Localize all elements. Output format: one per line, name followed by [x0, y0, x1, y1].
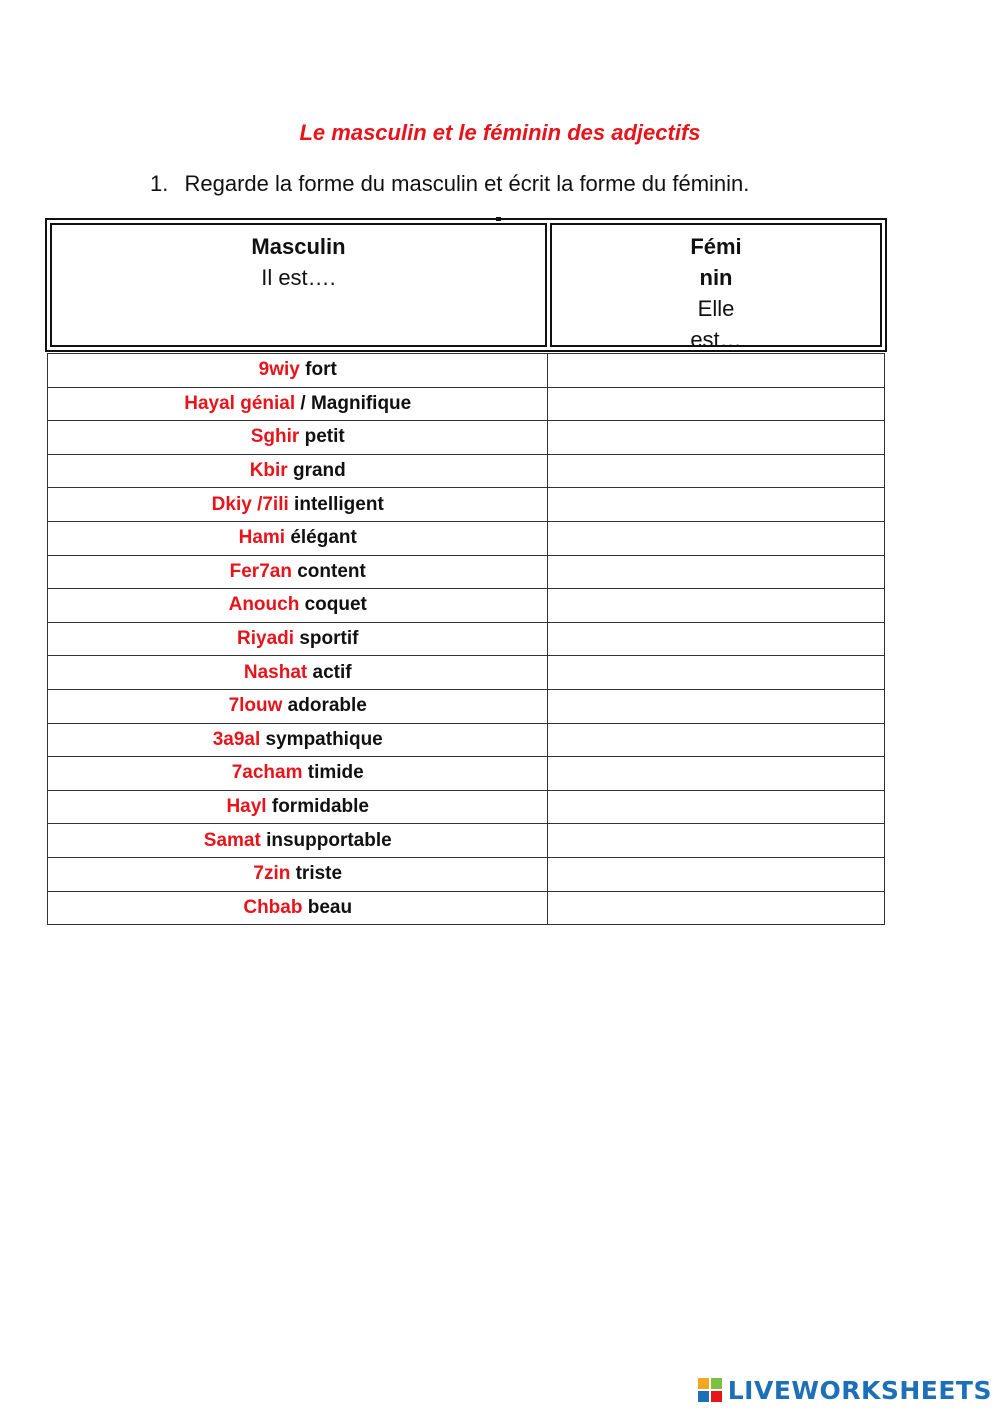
french-adjective: intelligent: [288, 493, 384, 515]
worksheet-title: Le masculin et le féminin des adjectifs: [299, 120, 701, 145]
masculin-cell: [48, 824, 548, 858]
arabic-word: 7acham: [231, 762, 303, 784]
table-row: [48, 521, 885, 555]
arabic-word: Dkiy /7ili: [211, 493, 289, 515]
feminin-answer-cell[interactable]: [548, 723, 885, 757]
masculin-cell: [48, 857, 548, 891]
header-masculin-title: Masculin: [251, 234, 346, 259]
table-row: [48, 824, 885, 858]
french-adjective: beau: [302, 896, 353, 918]
masculin-cell: [48, 421, 548, 455]
table-row: [48, 454, 885, 488]
feminin-answer-cell[interactable]: [548, 790, 885, 824]
arabic-word: Riyadi: [237, 628, 295, 650]
masculin-cell: [48, 454, 548, 488]
feminin-answer-cell[interactable]: [548, 354, 885, 388]
arabic-word: Sghir: [250, 426, 300, 448]
arabic-word: Fer7an: [229, 560, 292, 582]
masculin-cell: [48, 790, 548, 824]
masculin-cell: [48, 723, 548, 757]
french-adjective: insupportable: [260, 829, 392, 851]
french-adjective: élégant: [285, 527, 357, 549]
masculin-cell: [48, 589, 548, 623]
feminin-answer-cell[interactable]: [548, 656, 885, 690]
arabic-word: Anouch: [228, 594, 300, 616]
masculin-cell: [48, 488, 548, 522]
masculin-cell: [48, 555, 548, 589]
masculin-cell: [48, 689, 548, 723]
french-adjective: content: [291, 560, 366, 582]
arabic-word: Kbir: [249, 460, 288, 482]
liveworksheets-logo-text: LIVEWORKSHEETS: [727, 1375, 992, 1405]
instruction-text: Regarde la forme du masculin et écrit la forme du féminin.: [184, 171, 750, 196]
arabic-word: Hami: [238, 527, 286, 549]
feminin-answer-cell[interactable]: [548, 454, 885, 488]
feminin-answer-cell[interactable]: [548, 555, 885, 589]
table-row: [48, 857, 885, 891]
table-row: [48, 589, 885, 623]
french-adjective: formidable: [266, 796, 369, 818]
arabic-word: 7louw: [228, 695, 283, 717]
feminin-answer-cell[interactable]: [548, 387, 885, 421]
arabic-word: Samat: [203, 829, 261, 851]
header-masculin-subtitle: Il est….: [261, 265, 336, 290]
arabic-word: 9wiy: [258, 359, 300, 381]
table-row: [48, 555, 885, 589]
instruction-number: 1.: [150, 171, 169, 196]
french-adjective: sympathique: [260, 728, 383, 750]
arabic-word: Hayl: [226, 796, 267, 818]
liveworksheets-logo: [698, 1375, 992, 1405]
french-adjective: fort: [299, 359, 337, 381]
feminin-answer-cell[interactable]: [548, 421, 885, 455]
masculin-cell: [48, 622, 548, 656]
feminin-answer-cell[interactable]: [548, 824, 885, 858]
feminin-answer-cell[interactable]: [548, 622, 885, 656]
feminin-answer-cell[interactable]: [548, 689, 885, 723]
header-feminin: [550, 223, 882, 352]
table-row: [48, 387, 885, 421]
masculin-cell: [48, 354, 548, 388]
table-row: [48, 656, 885, 690]
table-header: [45, 218, 887, 352]
arabic-word: Hayal génial: [184, 392, 296, 414]
masculin-cell: [48, 521, 548, 555]
instruction: [150, 171, 749, 197]
feminin-answer-cell[interactable]: [548, 891, 885, 925]
table-row: [48, 891, 885, 925]
header-feminin-title-2: nin: [699, 265, 733, 290]
french-adjective: / Magnifique: [295, 392, 412, 414]
header-feminin-subtitle-2: est…: [690, 327, 742, 352]
table-row: [48, 723, 885, 757]
masculin-cell: [48, 757, 548, 791]
french-adjective: coquet: [299, 594, 367, 616]
table-row: [48, 421, 885, 455]
arabic-word: Nashat: [243, 661, 308, 683]
feminin-answer-cell[interactable]: [548, 757, 885, 791]
masculin-cell: [48, 656, 548, 690]
feminin-answer-cell[interactable]: [548, 488, 885, 522]
feminin-answer-cell[interactable]: [548, 857, 885, 891]
table-row: [48, 488, 885, 522]
arabic-word: 7zin: [253, 863, 291, 885]
french-adjective: adorable: [282, 695, 367, 717]
french-adjective: petit: [299, 426, 345, 448]
table-row: [48, 689, 885, 723]
liveworksheets-logo-icon: [698, 1378, 724, 1402]
arabic-word: Chbab: [243, 896, 303, 918]
french-adjective: actif: [307, 661, 352, 683]
header-masculin: [50, 223, 547, 347]
header-feminin-title-1: Fémi: [690, 234, 742, 259]
masculin-cell: [48, 891, 548, 925]
feminin-answer-cell[interactable]: [548, 521, 885, 555]
arabic-word: 3a9al: [212, 728, 261, 750]
masculin-cell: [48, 387, 548, 421]
french-adjective: sportif: [294, 628, 359, 650]
french-adjective: triste: [290, 863, 343, 885]
table-row: [48, 354, 885, 388]
french-adjective: timide: [302, 762, 364, 784]
adjective-table: [47, 353, 885, 925]
feminin-answer-cell[interactable]: [548, 589, 885, 623]
table-row: [48, 622, 885, 656]
header-feminin-subtitle-1: Elle: [697, 296, 735, 321]
table-row: [48, 790, 885, 824]
table-row: [48, 757, 885, 791]
french-adjective: grand: [287, 460, 346, 482]
